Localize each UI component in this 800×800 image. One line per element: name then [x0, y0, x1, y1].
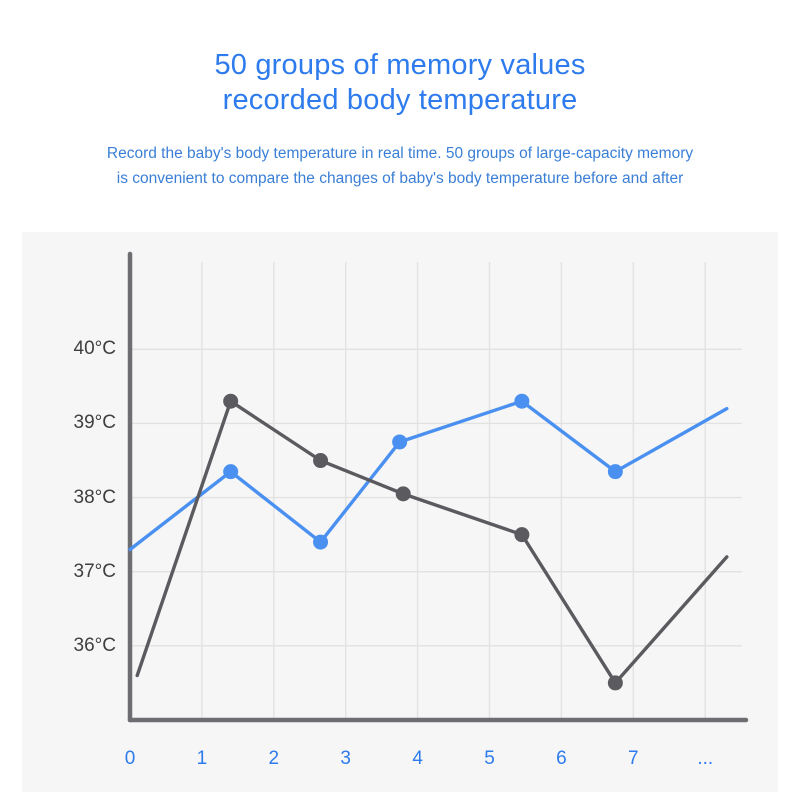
page-title-line-2: recorded body temperature: [222, 84, 578, 117]
page-description-line-2: is convenient to compare the changes of baby's body temperature before and after: [116, 169, 684, 187]
page-description: [0, 141, 800, 191]
data-point-blue: [608, 464, 623, 479]
page-description-line-1: Record the baby's body temperature in real time. 50 groups of large-capacity memory: [106, 144, 694, 162]
x-axis-tick-label: 2: [268, 748, 280, 769]
x-axis-tick-label: 4: [412, 748, 423, 769]
chart-plot-area: [22, 232, 778, 792]
x-axis-tick-label: 1: [196, 748, 208, 769]
data-point-gray: [223, 394, 238, 409]
data-point-gray: [313, 453, 328, 468]
y-axis-tick-label: 36°C: [73, 634, 116, 656]
x-axis-tick-label: 0: [124, 748, 136, 769]
y-axis-tick-label: 37°C: [73, 560, 116, 582]
data-point-gray: [608, 675, 623, 690]
data-point-blue: [514, 394, 529, 409]
x-axis-tick-label: 6: [556, 748, 567, 769]
data-point-blue: [313, 535, 328, 550]
data-point-blue: [223, 464, 238, 479]
x-axis-tick-label: 3: [340, 748, 351, 769]
data-point-gray: [514, 527, 529, 542]
y-axis-tick-label: 39°C: [73, 412, 116, 434]
data-point-blue: [392, 434, 407, 449]
y-axis-tick-label: 40°C: [73, 338, 116, 360]
y-axis-tick-label: 38°C: [73, 486, 116, 508]
x-axis-tick-label: ...: [697, 748, 714, 769]
x-axis-tick-label: 7: [628, 748, 639, 769]
temperature-chart: [22, 232, 778, 792]
data-point-gray: [396, 486, 411, 501]
page-title-line-1: 50 groups of memory values: [214, 49, 586, 81]
chart-canvas: [22, 232, 778, 792]
x-axis-tick-label: 5: [484, 748, 495, 769]
page-title: [0, 0, 800, 119]
